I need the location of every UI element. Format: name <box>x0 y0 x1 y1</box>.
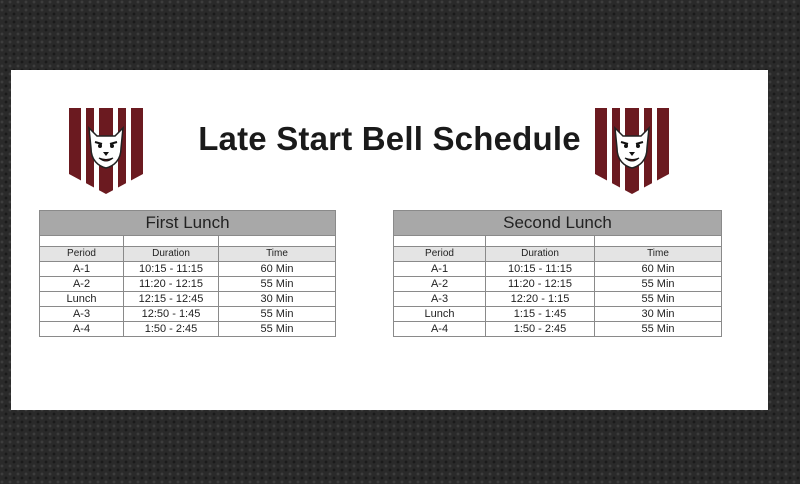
table-row <box>394 307 722 322</box>
table-header-row <box>40 247 336 262</box>
duration-cell: 12:20 - 1:15 <box>486 292 595 307</box>
duration-cell: 10:15 - 11:15 <box>486 262 595 277</box>
duration-cell: 11:20 - 12:15 <box>486 277 595 292</box>
time-cell: 60 Min <box>219 262 336 277</box>
period-cell: Lunch <box>40 292 124 307</box>
period-cell: A-2 <box>394 277 486 292</box>
column-header-period: Period <box>394 247 486 262</box>
duration-cell: 1:50 - 2:45 <box>124 322 219 337</box>
table-row <box>394 292 722 307</box>
column-header-duration: Duration <box>124 247 219 262</box>
table-header-row <box>394 247 722 262</box>
time-cell: 60 Min <box>595 262 722 277</box>
period-cell: A-3 <box>40 307 124 322</box>
first-lunch-table <box>39 210 336 337</box>
wolverine-crest-icon <box>593 106 671 196</box>
period-cell: A-2 <box>40 277 124 292</box>
period-cell: A-1 <box>40 262 124 277</box>
time-cell: 55 Min <box>219 277 336 292</box>
duration-cell: 11:20 - 12:15 <box>124 277 219 292</box>
duration-cell: 1:50 - 2:45 <box>486 322 595 337</box>
period-cell: A-3 <box>394 292 486 307</box>
table-row <box>40 292 336 307</box>
period-cell: Lunch <box>394 307 486 322</box>
column-header-time: Time <box>595 247 722 262</box>
table-row <box>40 307 336 322</box>
page-title: Late Start Bell Schedule <box>198 120 581 157</box>
schedule-slide <box>11 70 768 410</box>
duration-cell: 1:15 - 1:45 <box>486 307 595 322</box>
table-row <box>40 262 336 277</box>
time-cell: 55 Min <box>595 322 722 337</box>
time-cell: 55 Min <box>595 277 722 292</box>
column-header-duration: Duration <box>486 247 595 262</box>
table-row <box>40 322 336 337</box>
period-cell: A-4 <box>40 322 124 337</box>
time-cell: 30 Min <box>595 307 722 322</box>
table-row <box>394 277 722 292</box>
period-cell: A-4 <box>394 322 486 337</box>
duration-cell: 12:15 - 12:45 <box>124 292 219 307</box>
table-title: First Lunch <box>40 211 336 236</box>
column-header-period: Period <box>40 247 124 262</box>
period-cell: A-1 <box>394 262 486 277</box>
table-row <box>40 277 336 292</box>
time-cell: 55 Min <box>219 307 336 322</box>
time-cell: 55 Min <box>219 322 336 337</box>
table-row <box>394 262 722 277</box>
duration-cell: 10:15 - 11:15 <box>124 262 219 277</box>
table-title: Second Lunch <box>394 211 722 236</box>
time-cell: 30 Min <box>219 292 336 307</box>
table-row <box>394 322 722 337</box>
duration-cell: 12:50 - 1:45 <box>124 307 219 322</box>
second-lunch-table <box>393 210 722 337</box>
column-header-time: Time <box>219 247 336 262</box>
time-cell: 55 Min <box>595 292 722 307</box>
